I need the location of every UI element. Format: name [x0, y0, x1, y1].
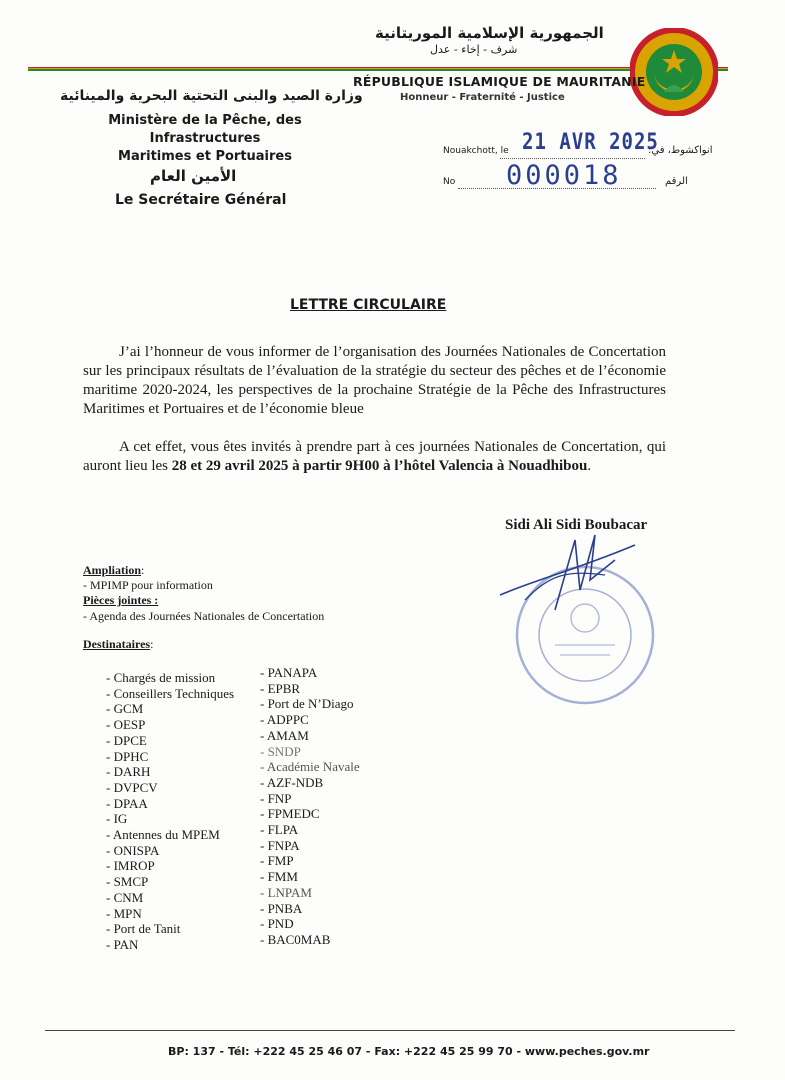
- date-dotted-line: [500, 158, 645, 159]
- secretary-general: Le Secrétaire Général: [115, 192, 287, 208]
- date-stamp-value: 21 AVR 2025: [522, 129, 659, 155]
- signer-name: Sidi Ali Sidi Boubacar: [505, 517, 648, 533]
- list-item: - AZF-NDB: [260, 774, 324, 790]
- list-item: - SNDP: [260, 743, 301, 759]
- list-item: - FNPA: [260, 837, 300, 853]
- list-item: - PAN: [106, 936, 139, 952]
- list-item: - Conseillers Techniques: [106, 685, 235, 701]
- list-item: - FPMEDC: [260, 806, 320, 822]
- signature-icon: [495, 530, 645, 620]
- list-item: - GCM: [106, 701, 144, 717]
- ministry-line-1: Ministère de la Pêche, des Infrastructures: [108, 113, 302, 146]
- mauritania-emblem-seal-icon: [630, 28, 718, 116]
- list-item: - EPBR: [260, 680, 301, 696]
- list-item: - OESP: [106, 717, 146, 733]
- list-item: - Académie Navale: [260, 759, 360, 775]
- list-item: - Antennes du MPEM: [106, 827, 220, 843]
- paragraph-1-text: J’ai l’honneur de vous informer de l’organisation des Journées Nationales de Concertation sur les principaux résultats de l’évaluation de la stratégie du secteur des pêches et de l’économie maritime 2020-2024, les perspectives de la prochaine Stratégie de la Pêche des Infrastructures Maritimes et Portuaires et de l’économie bleue: [83, 344, 666, 417]
- header-motto: Honneur - Fraternité - Justice: [400, 92, 565, 103]
- list-item: - DPCE: [106, 732, 147, 748]
- date-label: Nouakchott, le: [443, 146, 509, 156]
- list-item: - Port de N’Diago: [260, 696, 354, 712]
- number-stamp-value: 000018: [506, 160, 622, 191]
- header-republic: RÉPUBLIQUE ISLAMIQUE DE MAURITANIE: [353, 74, 646, 89]
- number-label-arabic: الرقم: [665, 176, 688, 187]
- letter-title: LETTRE CIRCULAIRE: [290, 297, 447, 313]
- header-arabic-motto: شرف - إخاء - عدل: [430, 43, 518, 56]
- list-item: - Port de Tanit: [106, 921, 181, 937]
- list-item: - BAC0MAB: [260, 931, 331, 947]
- list-item: - Chargés de mission: [106, 670, 216, 685]
- attachments-value: - Agenda des Journées Nationales de Concertation: [83, 609, 325, 623]
- list-item: - DPHC: [106, 748, 149, 764]
- ampliation-heading: [83, 563, 144, 578]
- list-item: - MPN: [106, 905, 142, 921]
- list-item: - FMP: [260, 853, 294, 869]
- list-item: - AMAM: [260, 727, 309, 743]
- list-item: - FMM: [260, 869, 298, 885]
- list-item: - DPAA: [106, 795, 148, 811]
- footer-divider: [45, 1030, 735, 1031]
- attachments-heading: Pièces jointes :: [83, 593, 159, 607]
- list-item: - ONISPA: [106, 842, 160, 858]
- paragraph-2-end: .: [587, 458, 592, 474]
- list-item: - IMROP: [106, 858, 155, 874]
- footer-contact: BP: 137 - Tél: +222 45 25 46 07 - Fax: +222 45 25 99 70 - www.peches.gov.mr: [168, 1045, 650, 1058]
- header-arabic-republic: الجمهورية الإسلامية الموريتانية: [375, 24, 604, 42]
- list-item: - SMCP: [106, 874, 149, 890]
- number-label: No: [443, 177, 456, 187]
- letter-paragraph-1: [83, 343, 666, 419]
- paragraph-2-bold: 28 et 29 avril 2025 à partir 9H00 à l’hôtel Valencia à Nouadhibou: [171, 458, 588, 474]
- list-item: - ADPPC: [260, 712, 309, 728]
- ampliation-heading-text: Ampliation: [83, 563, 142, 577]
- recipients-list-2: [260, 665, 360, 948]
- list-item: - PANAPA: [260, 665, 318, 680]
- letter-paragraph-2: [83, 438, 666, 476]
- recipients-heading: [83, 637, 153, 652]
- list-item: - PND: [260, 916, 294, 932]
- ministry-name: [60, 112, 350, 166]
- ministry-line-2: Maritimes et Portuaires: [118, 149, 292, 164]
- ministry-arabic: وزارة الصيد والبنى التحتية البحرية والمينائية: [60, 88, 363, 104]
- list-item: - FNP: [260, 790, 292, 806]
- list-item: - DARH: [106, 764, 151, 780]
- paragraph-2-text: A cet effet, vous êtes invités à prendre part à ces journées Nationales de Concertation, qui auront lieu les: [83, 439, 666, 474]
- secretary-arabic: الأمين العام: [150, 167, 237, 185]
- date-label-arabic: انواكشوط، في:: [648, 145, 713, 156]
- list-item: - CNM: [106, 889, 144, 905]
- list-item: - LNPAM: [260, 884, 312, 900]
- ampliation-colon: :: [141, 563, 145, 577]
- recipients-list-1: [106, 670, 234, 953]
- list-item: - FLPA: [260, 822, 299, 838]
- list-item: - IG: [106, 811, 128, 827]
- ampliation-value: - MPIMP pour information: [83, 578, 213, 592]
- recipients-heading-text: Destinataires: [83, 637, 151, 651]
- list-item: - PNBA: [260, 900, 303, 916]
- flag-stripe-divider: [28, 67, 728, 71]
- list-item: - DVPCV: [106, 779, 158, 795]
- recipients-colon: :: [150, 637, 154, 651]
